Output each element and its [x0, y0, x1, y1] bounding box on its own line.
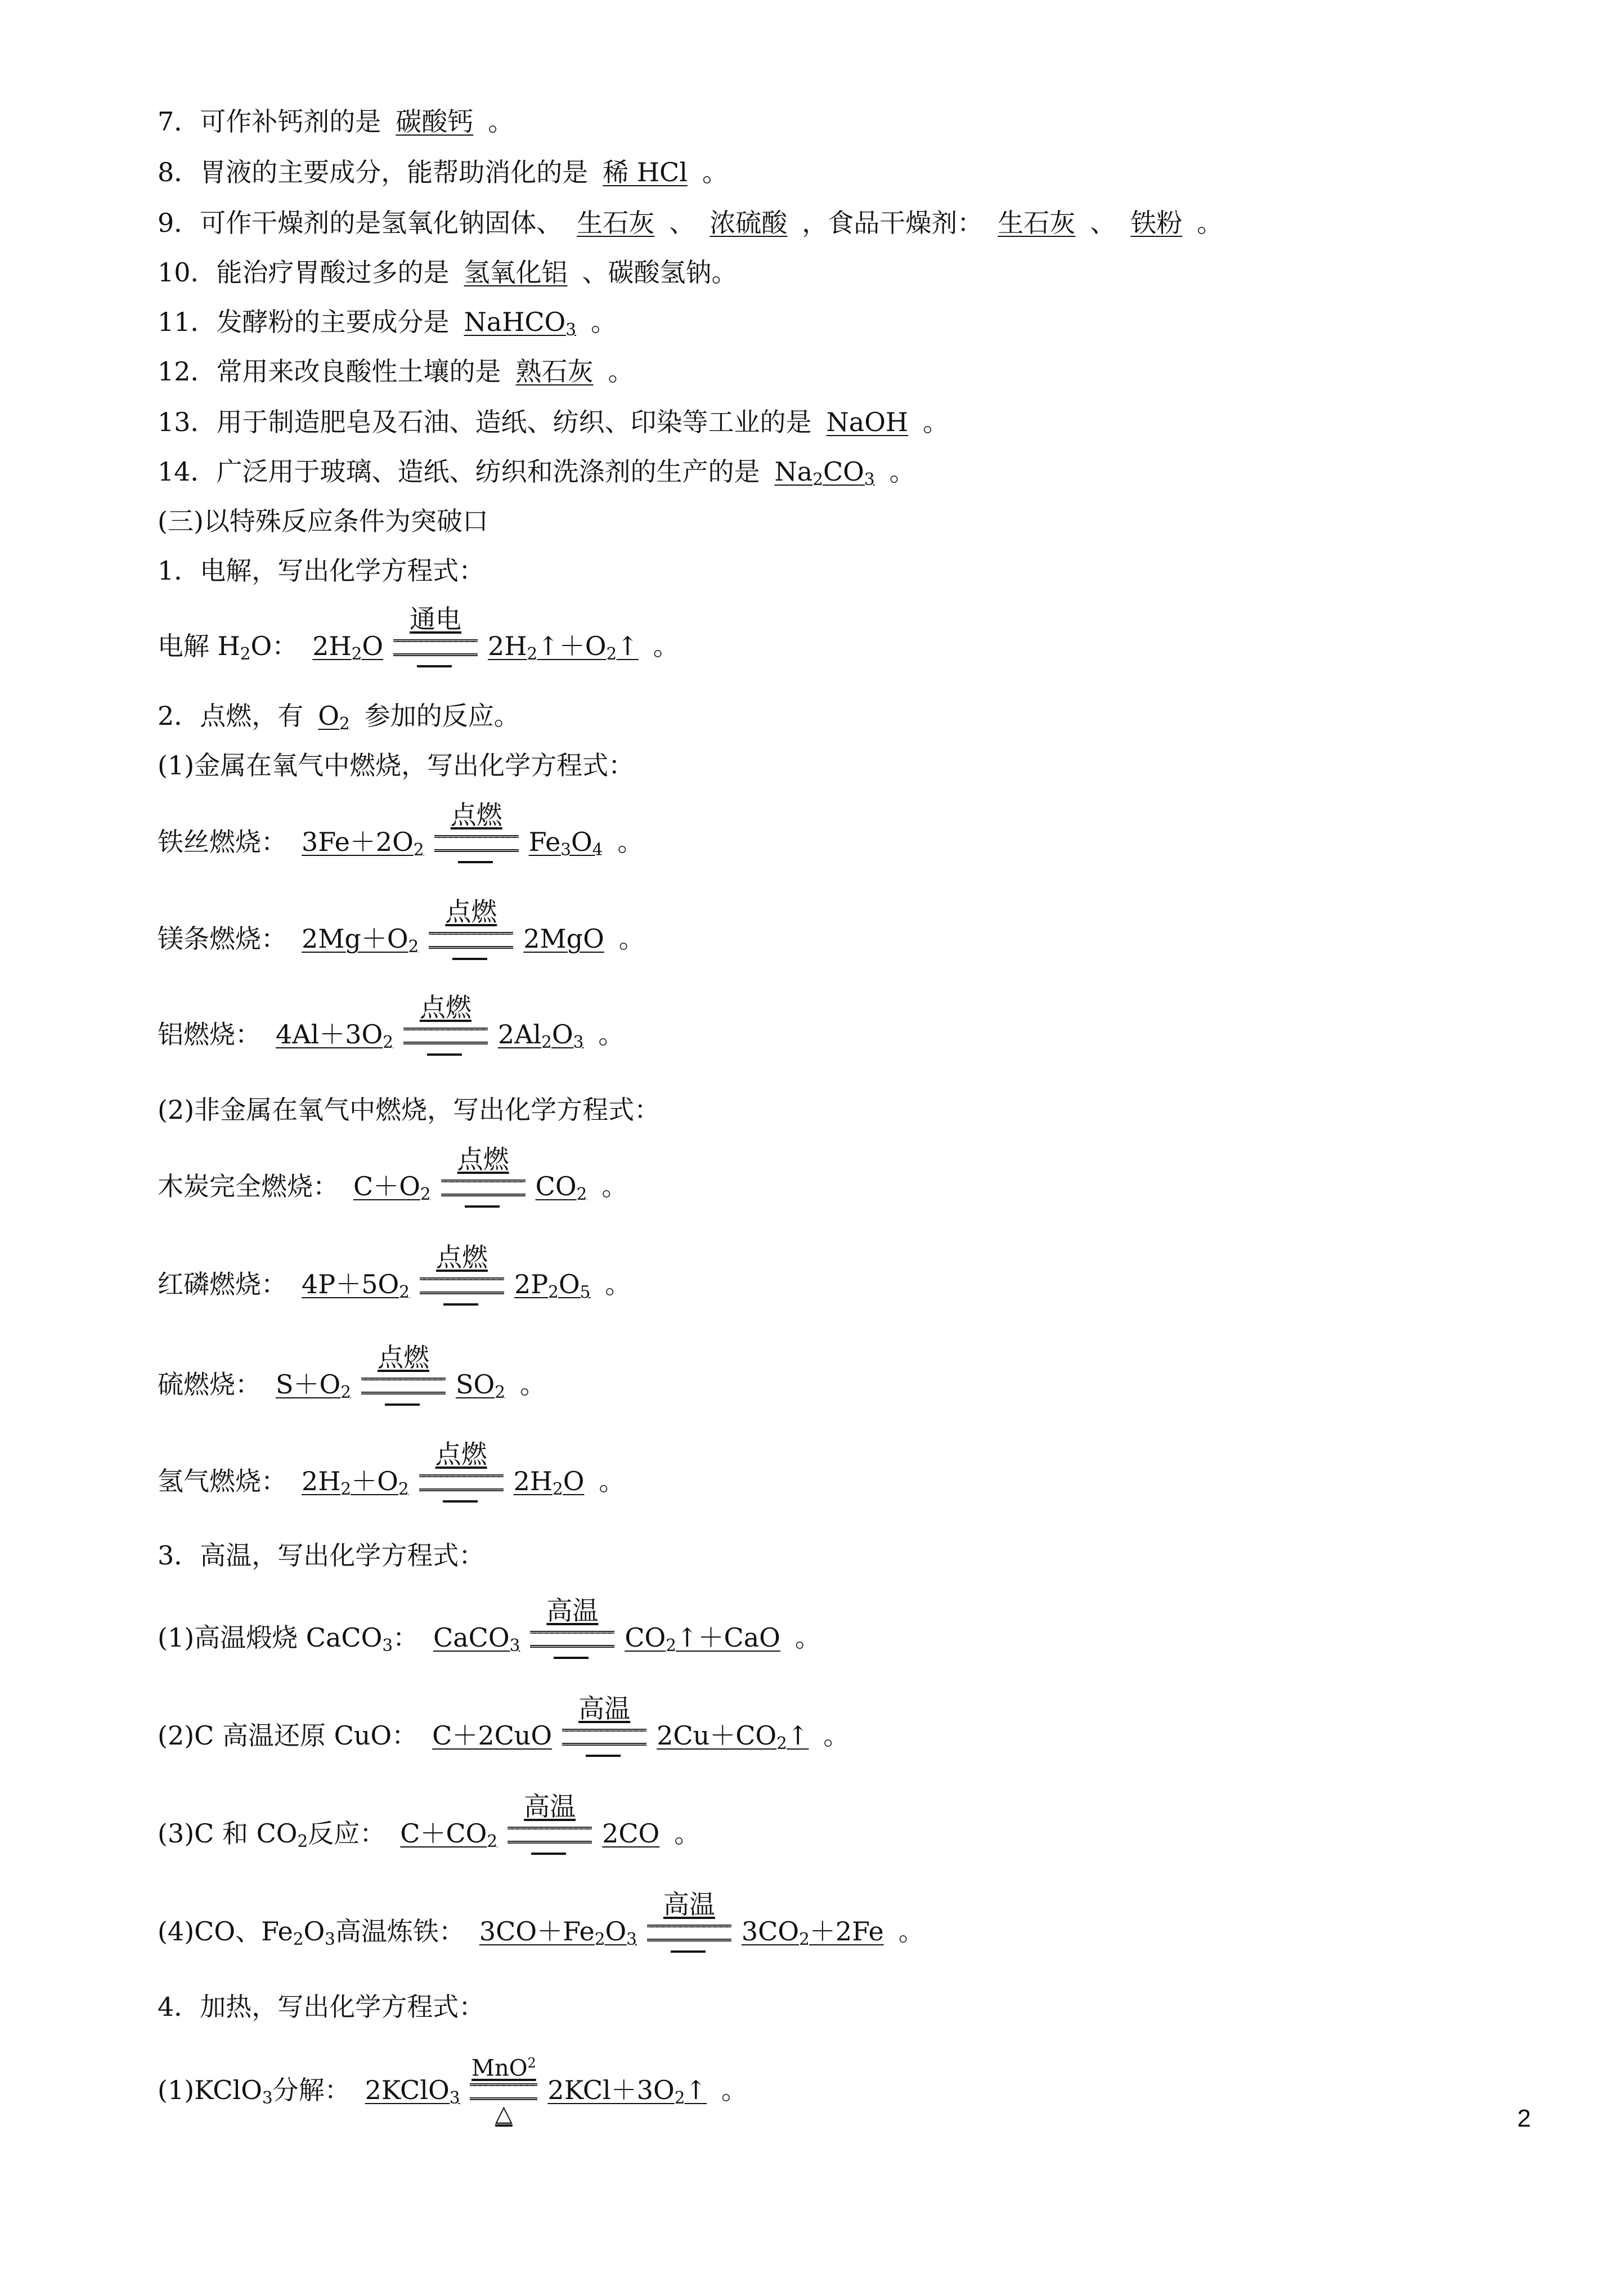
- section-heading: (三)以特殊反应条件为突破口: [158, 506, 488, 536]
- answer: O2: [318, 701, 350, 734]
- item-8: 8．胃液的主要成分，能帮助消化的是 稀 HCl 。: [158, 155, 728, 189]
- answer: S＋O2 点燃 SO2: [261, 1367, 520, 1409]
- equation-carbon-co2: (3)C 和 CO2反应： C＋CO2 高温 2CO 。: [158, 1817, 700, 1858]
- answer: 熟石灰: [515, 356, 594, 387]
- item-7: 7．可作补钙剂的是 碳酸钙 。: [158, 105, 514, 138]
- answer: 2KClO3 MnO$^2$ △ 2KCl＋3O2↑: [365, 2055, 707, 2127]
- answer: 4Al＋3O2 点燃 2Al2O3: [261, 1017, 598, 1059]
- answer: 碳酸钙: [396, 106, 474, 137]
- answer: NaHCO3: [464, 307, 576, 340]
- reaction-arrow: 点燃: [419, 1467, 504, 1500]
- equation-hydrogen-combustion: 氢气燃烧： 2H2＋O2 点燃 2H2O 。: [158, 1464, 625, 1506]
- reaction-arrow: 高温: [562, 1721, 646, 1755]
- subsection-heading: 4．加热，写出化学方程式：: [158, 1992, 485, 2022]
- heat-symbol: △: [495, 2101, 513, 2127]
- subsection-heading: 2．点燃，有 O2 参加的反应。: [158, 699, 520, 741]
- equation-iron-combustion: 铁丝燃烧： 3Fe＋2O2 点燃 Fe3O4 。: [158, 825, 643, 867]
- reaction-arrow: MnO$^2$ △: [470, 2075, 537, 2109]
- subsection-heading: 3．高温，写出化学方程式：: [158, 1540, 485, 1571]
- answer: 3Fe＋2O2 点燃 Fe3O4: [287, 825, 617, 867]
- answer: 4P＋5O2 点燃 2P2O5: [287, 1267, 605, 1309]
- equation-magnesium-combustion: 镁条燃烧： 2Mg＋O2 点燃 2MgO 。: [158, 922, 645, 963]
- answer: Na2CO3: [774, 456, 875, 490]
- item-9: 9．可作干燥剂的是氢氧化钠固体、 生石灰 、 浓硫酸 ，食品干燥剂： 生石灰 、 铁粉 。: [158, 206, 1223, 240]
- answer: 浓硫酸: [710, 208, 788, 238]
- item-11: 11．发酵粉的主要成分是 NaHCO3 。: [158, 305, 617, 347]
- item-13: 13．用于制造肥皂及石油、造纸、纺织、印染等工业的是 NaOH 。: [158, 405, 949, 439]
- equation-phosphorus-combustion: 红磷燃烧： 4P＋5O2 点燃 2P2O5 。: [158, 1267, 631, 1309]
- equation-carbon-reduce-cuo: (2)C 高温还原 CuO： C＋2CuO 高温 2Cu＋CO2↑ 。: [158, 1719, 849, 1760]
- reaction-arrow: 点燃: [361, 1370, 446, 1403]
- equation-electrolysis-water: 电解 H2O： 2H2O 通电 2H2↑＋O2↑ 。: [158, 629, 679, 671]
- equation-sulfur-combustion: 硫燃烧： S＋O2 点燃 SO2 。: [158, 1367, 546, 1409]
- answer: C＋O2 点燃 CO2: [339, 1169, 601, 1211]
- equation-iron-smelting: (4)CO、Fe2O3高温炼铁： 3CO＋Fe2O3 高温 3CO2＋2Fe 。: [158, 1914, 924, 1956]
- answer: 3CO＋Fe2O3 高温 3CO2＋2Fe: [465, 1914, 899, 1956]
- answer: 氢氧化铝: [464, 257, 568, 288]
- answer: NaOH: [826, 407, 909, 437]
- item-12: 12．常用来改良酸性土壤的是 熟石灰 。: [158, 355, 634, 388]
- answer: 稀 HCl: [603, 157, 688, 187]
- reaction-arrow: 高温: [647, 1917, 731, 1950]
- answer: C＋2CuO 高温 2Cu＋CO2↑: [417, 1719, 823, 1760]
- reaction-arrow: 高温: [530, 1623, 614, 1657]
- item-10: 10．能治疗胃酸过多的是 氢氧化铝 、碳酸氢钠。: [158, 255, 738, 289]
- equation-kclo3-decomposition: (1)KClO3分解： 2KClO3 MnO$^2$ △ 2KCl＋3O2↑ 。: [158, 2055, 747, 2127]
- equation-aluminum-combustion: 铝燃烧： 4Al＋3O2 点燃 2Al2O3 。: [158, 1017, 624, 1059]
- answer: 2H2＋O2 点燃 2H2O: [287, 1464, 599, 1506]
- answer: CaCO3 高温 CO2↑＋CaO: [419, 1621, 795, 1662]
- item-14: 14．广泛用于玻璃、造纸、纺织和洗涤剂的生产的是 Na2CO3 。: [158, 455, 915, 496]
- subsection-heading: (1)金属在氧气中燃烧，写出化学方程式：: [158, 750, 635, 781]
- reaction-arrow: 高温: [508, 1819, 592, 1853]
- equation-carbon-combustion: 木炭完全燃烧： C＋O2 点燃 CO2 。: [158, 1169, 627, 1211]
- reaction-arrow: 点燃: [403, 1020, 488, 1053]
- reaction-arrow: 点燃: [441, 1172, 526, 1205]
- answer: 2H2O 通电 2H2↑＋O2↑: [298, 629, 653, 671]
- reaction-arrow: 点燃: [429, 924, 513, 958]
- page-number: 2: [1517, 2105, 1531, 2132]
- subsection-heading: 1．电解，写出化学方程式：: [158, 555, 485, 586]
- answer: C＋CO2 高温 2CO: [385, 1817, 674, 1858]
- reaction-arrow: 点燃: [434, 827, 519, 861]
- reaction-arrow: 点燃: [420, 1270, 504, 1303]
- subsection-heading: (2)非金属在氧气中燃烧，写出化学方程式：: [158, 1095, 661, 1125]
- answer: 生石灰: [577, 208, 655, 238]
- answer: 2Mg＋O2 点燃 2MgO: [287, 922, 619, 963]
- answer: 生石灰: [998, 208, 1076, 238]
- equation-calcination: (1)高温煅烧 CaCO3： CaCO3 高温 CO2↑＋CaO 。: [158, 1621, 821, 1662]
- answer: 铁粉: [1130, 208, 1183, 238]
- reaction-arrow: 通电: [393, 631, 478, 665]
